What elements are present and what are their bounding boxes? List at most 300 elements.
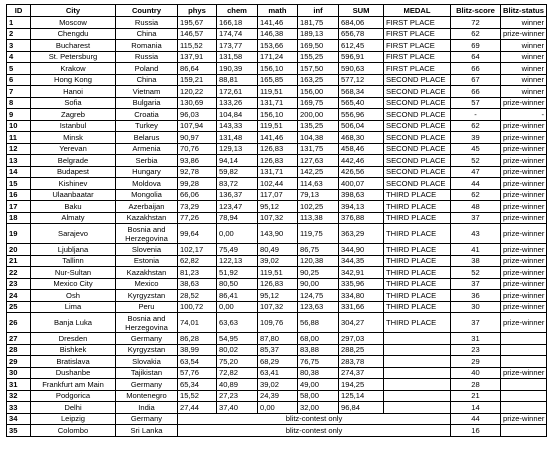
cell-city: Sarajevo (31, 224, 116, 244)
cell-id: 14 (7, 166, 31, 178)
cell-id: 8 (7, 97, 31, 109)
cell-sum: 194,25 (339, 379, 384, 391)
cell-country: Croatia (116, 109, 178, 121)
cell-blitz-score: 72 (451, 17, 501, 29)
cell-math: 156,10 (258, 109, 298, 121)
cell-chem: 75,49 (217, 244, 258, 256)
cell-country: Azerbaijan (116, 201, 178, 213)
cell-sum: 394,13 (339, 201, 384, 213)
cell-chem: 59,82 (217, 166, 258, 178)
cell-sum: 565,40 (339, 97, 384, 109)
cell-blitz-status: prize-winner (501, 301, 547, 313)
table-row (7, 379, 547, 391)
cell-blitz-status: - (501, 109, 547, 121)
cell-phys: 74,01 (178, 313, 217, 333)
cell-math: 131,71 (258, 166, 298, 178)
results-table-container (6, 4, 547, 437)
cell-chem: 131,48 (217, 132, 258, 144)
cell-blitz-status: winner (501, 17, 547, 29)
cell-chem: 0,00 (217, 301, 258, 313)
cell-id: 35 (7, 425, 31, 437)
cell-country: Germany (116, 413, 178, 425)
cell-blitz-score: 30 (451, 301, 501, 313)
cell-chem: 78,94 (217, 212, 258, 224)
cell-blitz-score: 43 (451, 224, 501, 244)
table-row (7, 97, 547, 109)
cell-inf: 83,88 (298, 344, 339, 356)
cell-blitz-status: prize-winner (501, 244, 547, 256)
cell-city: Ulaanbaatar (31, 189, 116, 201)
cell-id: 32 (7, 390, 31, 402)
cell-phys: 137,91 (178, 51, 217, 63)
cell-blitz-status (501, 333, 547, 345)
cell-medal: SECOND PLACE (384, 143, 451, 155)
table-row (7, 390, 547, 402)
cell-chem: 63,63 (217, 313, 258, 333)
cell-phys: 28,52 (178, 290, 217, 302)
cell-math: 95,12 (258, 201, 298, 213)
cell-id: 16 (7, 189, 31, 201)
cell-medal (384, 333, 451, 345)
cell-sum: 331,66 (339, 301, 384, 313)
cell-blitz-score: 66 (451, 63, 501, 75)
cell-phys: 99,28 (178, 178, 217, 190)
cell-math: 109,76 (258, 313, 298, 333)
header-row (7, 5, 547, 17)
cell-id: 34 (7, 413, 31, 425)
cell-phys: 107,94 (178, 120, 217, 132)
cell-inf: 104,38 (298, 132, 339, 144)
cell-phys: 77,26 (178, 212, 217, 224)
cell-medal: THIRD PLACE (384, 244, 451, 256)
cell-inf: 155,25 (298, 51, 339, 63)
cell-medal (384, 344, 451, 356)
cell-medal: SECOND PLACE (384, 74, 451, 86)
cell-chem: 173,77 (217, 40, 258, 52)
cell-inf: 79,13 (298, 189, 339, 201)
cell-chem: 123,47 (217, 201, 258, 213)
cell-sum: 344,90 (339, 244, 384, 256)
cell-city: Bucharest (31, 40, 116, 52)
cell-country: Kazakhstan (116, 267, 178, 279)
cell-chem: 94,14 (217, 155, 258, 167)
cell-chem: 0,00 (217, 224, 258, 244)
cell-phys: 195,67 (178, 17, 217, 29)
cell-inf: 127,63 (298, 155, 339, 167)
cell-blitz-only-note: blitz-contest only (178, 413, 451, 425)
header-inf: inf (298, 5, 339, 17)
cell-inf: 163,25 (298, 74, 339, 86)
cell-blitz-status: prize-winner (501, 278, 547, 290)
cell-city: Budapest (31, 166, 116, 178)
cell-blitz-status: prize-winner (501, 367, 547, 379)
cell-sum: 400,07 (339, 178, 384, 190)
cell-blitz-status: winner (501, 63, 547, 75)
cell-sum: 556,96 (339, 109, 384, 121)
cell-inf: 58,00 (298, 390, 339, 402)
cell-blitz-score: 62 (451, 28, 501, 40)
cell-country: Montenegro (116, 390, 178, 402)
cell-id: 4 (7, 51, 31, 63)
header-id: ID (7, 5, 31, 17)
cell-phys: 96,03 (178, 109, 217, 121)
cell-country: Kyrgyzstan (116, 344, 178, 356)
cell-blitz-score: - (451, 109, 501, 121)
cell-math: 146,38 (258, 28, 298, 40)
table-body (7, 17, 547, 437)
cell-blitz-score: 23 (451, 344, 501, 356)
cell-math: 107,32 (258, 212, 298, 224)
cell-phys: 130,69 (178, 97, 217, 109)
cell-country: Estonia (116, 255, 178, 267)
cell-id: 18 (7, 212, 31, 224)
cell-country: Peru (116, 301, 178, 313)
cell-blitz-score: 69 (451, 40, 501, 52)
cell-math: 119,51 (258, 86, 298, 98)
cell-country: Turkey (116, 120, 178, 132)
cell-chem: 122,13 (217, 255, 258, 267)
cell-blitz-score: 14 (451, 402, 501, 414)
cell-id: 6 (7, 74, 31, 86)
cell-sum: 568,34 (339, 86, 384, 98)
cell-math: 85,37 (258, 344, 298, 356)
cell-medal: SECOND PLACE (384, 109, 451, 121)
table-row (7, 132, 547, 144)
cell-blitz-status: prize-winner (501, 132, 547, 144)
cell-city: Frankfurt am Main (31, 379, 116, 391)
cell-blitz-status: winner (501, 51, 547, 63)
table-row (7, 290, 547, 302)
cell-blitz-status (501, 379, 547, 391)
cell-inf: 119,75 (298, 224, 339, 244)
cell-phys: 38,99 (178, 344, 217, 356)
cell-id: 1 (7, 17, 31, 29)
table-row (7, 301, 547, 313)
cell-medal (384, 390, 451, 402)
cell-blitz-status: prize-winner (501, 313, 547, 333)
cell-city: Minsk (31, 132, 116, 144)
cell-chem: 27,23 (217, 390, 258, 402)
cell-sum: 612,45 (339, 40, 384, 52)
cell-inf: 76,75 (298, 356, 339, 368)
cell-country: Sri Lanka (116, 425, 178, 437)
cell-phys: 159,21 (178, 74, 217, 86)
cell-medal: THIRD PLACE (384, 313, 451, 333)
cell-id: 11 (7, 132, 31, 144)
table-row (7, 40, 547, 52)
cell-city: Colombo (31, 425, 116, 437)
cell-sum: 283,78 (339, 356, 384, 368)
cell-sum: 96,84 (339, 402, 384, 414)
cell-math: 107,32 (258, 301, 298, 313)
cell-blitz-status: prize-winner (501, 120, 547, 132)
cell-city: Sofia (31, 97, 116, 109)
cell-phys: 93,86 (178, 155, 217, 167)
cell-country: Bulgaria (116, 97, 178, 109)
table-row (7, 189, 547, 201)
cell-inf: 169,50 (298, 40, 339, 52)
cell-blitz-status: prize-winner (501, 413, 547, 425)
cell-id: 22 (7, 267, 31, 279)
cell-id: 24 (7, 290, 31, 302)
cell-chem: 80,02 (217, 344, 258, 356)
cell-phys: 102,17 (178, 244, 217, 256)
cell-medal: THIRD PLACE (384, 255, 451, 267)
cell-phys: 38,63 (178, 278, 217, 290)
cell-math: 0,00 (258, 402, 298, 414)
cell-sum: 577,12 (339, 74, 384, 86)
cell-id: 5 (7, 63, 31, 75)
cell-id: 15 (7, 178, 31, 190)
cell-blitz-score: 28 (451, 379, 501, 391)
cell-blitz-score: 36 (451, 290, 501, 302)
cell-phys: 99,64 (178, 224, 217, 244)
cell-city: Dresden (31, 333, 116, 345)
cell-math: 143,90 (258, 224, 298, 244)
cell-country: Mongolia (116, 189, 178, 201)
cell-math: 141,46 (258, 17, 298, 29)
cell-blitz-status: prize-winner (501, 224, 547, 244)
cell-math: 119,51 (258, 120, 298, 132)
header-math: math (258, 5, 298, 17)
cell-sum: 342,91 (339, 267, 384, 279)
cell-sum: 304,27 (339, 313, 384, 333)
cell-medal (384, 367, 451, 379)
cell-phys: 70,76 (178, 143, 217, 155)
cell-blitz-status: prize-winner (501, 290, 547, 302)
cell-blitz-status: prize-winner (501, 155, 547, 167)
cell-blitz-status: prize-winner (501, 212, 547, 224)
cell-country: Tajikistan (116, 367, 178, 379)
cell-sum: 334,80 (339, 290, 384, 302)
table-row (7, 17, 547, 29)
cell-city: Chengdu (31, 28, 116, 40)
cell-country: Mexico (116, 278, 178, 290)
cell-blitz-only-note: blitz-contest only (178, 425, 451, 437)
cell-city: Bishkek (31, 344, 116, 356)
cell-phys: 15,52 (178, 390, 217, 402)
cell-id: 31 (7, 379, 31, 391)
table-row (7, 86, 547, 98)
cell-blitz-status: prize-winner (501, 201, 547, 213)
cell-city: Banja Luka (31, 313, 116, 333)
cell-sum: 274,37 (339, 367, 384, 379)
cell-math: 117,07 (258, 189, 298, 201)
table-row (7, 278, 547, 290)
cell-medal: THIRD PLACE (384, 278, 451, 290)
cell-math: 39,02 (258, 379, 298, 391)
cell-blitz-score: 66 (451, 86, 501, 98)
cell-chem: 37,40 (217, 402, 258, 414)
table-row (7, 178, 547, 190)
cell-inf: 80,38 (298, 367, 339, 379)
cell-inf: 142,25 (298, 166, 339, 178)
cell-medal: FIRST PLACE (384, 17, 451, 29)
header-city: City (31, 5, 116, 17)
cell-chem: 131,58 (217, 51, 258, 63)
cell-id: 29 (7, 356, 31, 368)
header-country: Country (116, 5, 178, 17)
cell-city: Podgorica (31, 390, 116, 402)
cell-blitz-score: 52 (451, 155, 501, 167)
cell-country: Slovakia (116, 356, 178, 368)
cell-blitz-status (501, 402, 547, 414)
cell-inf: 49,00 (298, 379, 339, 391)
cell-country: India (116, 402, 178, 414)
cell-sum: 426,56 (339, 166, 384, 178)
cell-sum: 506,04 (339, 120, 384, 132)
cell-city: Lima (31, 301, 116, 313)
cell-country: Germany (116, 379, 178, 391)
cell-blitz-score: 44 (451, 178, 501, 190)
cell-phys: 62,82 (178, 255, 217, 267)
cell-phys: 81,23 (178, 267, 217, 279)
cell-chem: 40,89 (217, 379, 258, 391)
cell-blitz-score: 37 (451, 278, 501, 290)
cell-medal: SECOND PLACE (384, 120, 451, 132)
table-row (7, 413, 547, 425)
cell-blitz-score: 38 (451, 255, 501, 267)
cell-id: 2 (7, 28, 31, 40)
cell-blitz-score: 47 (451, 166, 501, 178)
cell-phys: 100,72 (178, 301, 217, 313)
cell-math: 171,24 (258, 51, 298, 63)
cell-id: 30 (7, 367, 31, 379)
cell-city: Hong Kong (31, 74, 116, 86)
cell-chem: 86,41 (217, 290, 258, 302)
cell-id: 20 (7, 244, 31, 256)
cell-chem: 172,61 (217, 86, 258, 98)
cell-math: 165,85 (258, 74, 298, 86)
cell-blitz-status: prize-winner (501, 178, 547, 190)
cell-inf: 169,75 (298, 97, 339, 109)
cell-math: 126,83 (258, 155, 298, 167)
cell-city: Moscow (31, 17, 116, 29)
cell-blitz-score: 45 (451, 143, 501, 155)
cell-inf: 32,00 (298, 402, 339, 414)
cell-math: 39,02 (258, 255, 298, 267)
cell-inf: 56,88 (298, 313, 339, 333)
cell-country: Bosnia and Herzegovina (116, 224, 178, 244)
cell-blitz-status: winner (501, 86, 547, 98)
cell-city: Delhi (31, 402, 116, 414)
cell-sum: 125,14 (339, 390, 384, 402)
cell-blitz-score: 41 (451, 244, 501, 256)
cell-medal: THIRD PLACE (384, 189, 451, 201)
table-row (7, 143, 547, 155)
cell-blitz-status (501, 425, 547, 437)
cell-math: 153,66 (258, 40, 298, 52)
cell-city: Krakow (31, 63, 116, 75)
cell-country: Slovenia (116, 244, 178, 256)
table-row (7, 367, 547, 379)
cell-medal: SECOND PLACE (384, 178, 451, 190)
cell-math: 95,12 (258, 290, 298, 302)
cell-chem: 190,39 (217, 63, 258, 75)
table-row (7, 267, 547, 279)
cell-medal: THIRD PLACE (384, 267, 451, 279)
table-row (7, 212, 547, 224)
cell-country: Kyrgyzstan (116, 290, 178, 302)
cell-medal (384, 356, 451, 368)
cell-phys: 115,52 (178, 40, 217, 52)
cell-city: Ljubljana (31, 244, 116, 256)
cell-phys: 90,97 (178, 132, 217, 144)
cell-country: Kazakhstan (116, 212, 178, 224)
cell-blitz-status: prize-winner (501, 189, 547, 201)
header-chem: chem (217, 5, 258, 17)
cell-chem: 129,13 (217, 143, 258, 155)
cell-id: 33 (7, 402, 31, 414)
cell-country: Bosnia and Herzegovina (116, 313, 178, 333)
table-row (7, 402, 547, 414)
cell-country: Germany (116, 333, 178, 345)
cell-city: Baku (31, 201, 116, 213)
cell-blitz-score: 37 (451, 313, 501, 333)
cell-inf: 135,25 (298, 120, 339, 132)
cell-chem: 174,74 (217, 28, 258, 40)
cell-city: Leipzig (31, 413, 116, 425)
cell-id: 12 (7, 143, 31, 155)
cell-blitz-status: winner (501, 74, 547, 86)
cell-inf: 68,00 (298, 333, 339, 345)
cell-city: Almaty (31, 212, 116, 224)
cell-blitz-status (501, 356, 547, 368)
cell-phys: 57,76 (178, 367, 217, 379)
cell-id: 23 (7, 278, 31, 290)
cell-country: Russia (116, 17, 178, 29)
cell-sum: 684,06 (339, 17, 384, 29)
cell-inf: 157,50 (298, 63, 339, 75)
cell-inf: 120,38 (298, 255, 339, 267)
cell-inf: 90,00 (298, 278, 339, 290)
cell-inf: 90,25 (298, 267, 339, 279)
cell-sum: 335,96 (339, 278, 384, 290)
cell-phys: 120,22 (178, 86, 217, 98)
cell-sum: 398,63 (339, 189, 384, 201)
cell-blitz-score: 39 (451, 132, 501, 144)
cell-medal: SECOND PLACE (384, 155, 451, 167)
cell-chem: 104,84 (217, 109, 258, 121)
cell-blitz-score: 62 (451, 120, 501, 132)
cell-blitz-status (501, 344, 547, 356)
cell-inf: 200,00 (298, 109, 339, 121)
cell-blitz-status: prize-winner (501, 28, 547, 40)
cell-country: Hungary (116, 166, 178, 178)
table-row (7, 425, 547, 437)
cell-math: 68,29 (258, 356, 298, 368)
cell-id: 10 (7, 120, 31, 132)
cell-id: 17 (7, 201, 31, 213)
cell-medal: SECOND PLACE (384, 166, 451, 178)
cell-city: Tallinn (31, 255, 116, 267)
cell-blitz-score: 52 (451, 267, 501, 279)
cell-chem: 80,50 (217, 278, 258, 290)
cell-city: Dushanbe (31, 367, 116, 379)
cell-math: 63,41 (258, 367, 298, 379)
cell-medal: THIRD PLACE (384, 212, 451, 224)
cell-phys: 92,78 (178, 166, 217, 178)
cell-sum: 363,29 (339, 224, 384, 244)
cell-blitz-status (501, 390, 547, 402)
cell-math: 126,83 (258, 278, 298, 290)
cell-phys: 86,64 (178, 63, 217, 75)
cell-sum: 376,88 (339, 212, 384, 224)
cell-chem: 75,20 (217, 356, 258, 368)
cell-phys: 27,44 (178, 402, 217, 414)
cell-country: China (116, 74, 178, 86)
cell-city: Mexico City (31, 278, 116, 290)
